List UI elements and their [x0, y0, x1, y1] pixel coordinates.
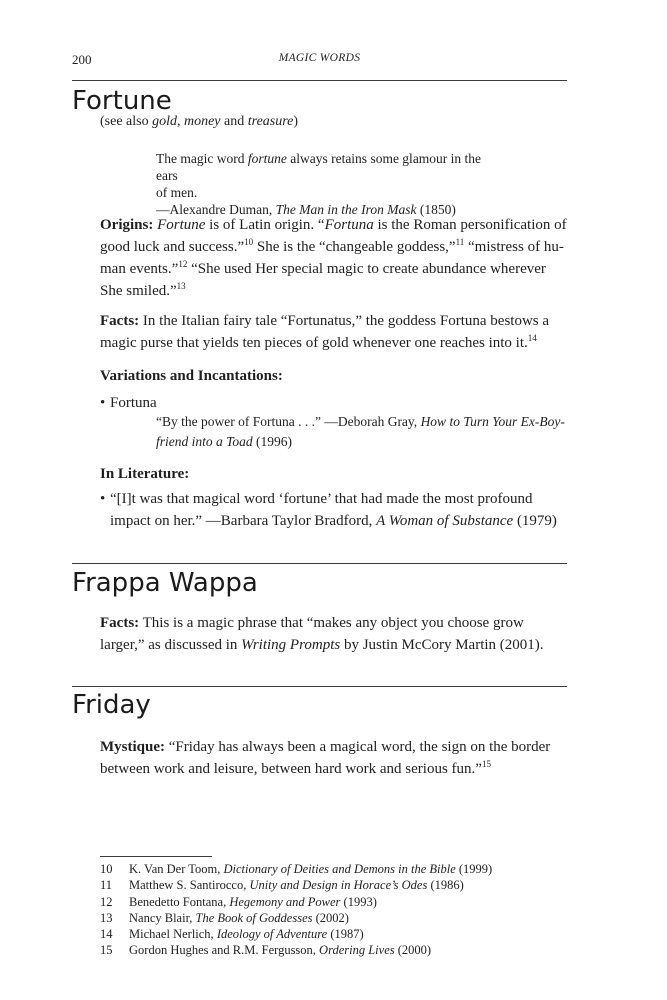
footnote-title: Ideology of Adventure	[216, 927, 328, 942]
mystique-paragraph: Mystique: “Friday has always been a magical word, the sign on the border between work and leisure, between hard work and serious fun.”$^{15}$	[100, 739, 551, 777]
footnote-ref[interactable]: 14	[527, 333, 537, 343]
facts-label: Facts:	[100, 615, 140, 631]
footnote-title: Dictionary of Deities and Demons in the Bible	[223, 862, 456, 876]
literature-heading: In Literature:	[100, 466, 190, 482]
origins-label: Origins:	[100, 217, 154, 233]
footnote-number: 13	[100, 910, 113, 925]
footnote-number: 10	[100, 862, 113, 876]
variations-list	[100, 392, 567, 414]
section-rule	[72, 563, 567, 564]
list-item: • “[I]t was that magical word ‘fortune’ that had made the most profound impact on her.” —Barbara Taylor Bradford, A Woman of Substance (1979)	[100, 488, 567, 532]
entry-heading-fortune: Fortune	[72, 86, 172, 116]
frappa-facts-paragraph: Facts: This is a magic phrase that “makes any object you choose grow larger,” as discussed in Writing Prompts by Justin McCory Martin (2001).	[100, 615, 544, 653]
footnote-title: The Book of Goddesses	[195, 910, 313, 925]
footnote-rule	[100, 856, 212, 857]
footnote-title: Ordering Lives	[319, 943, 395, 958]
facts-paragraph: Facts: In the Italian fairy tale “Fortunatus,” the goddess Fortuna bestows a magic purse that yields ten pieces of gold whenever one reaches into it.$^{14}$	[100, 313, 550, 351]
epigraph-line: of men.	[156, 185, 198, 200]
variations-quote: “By the power of Fortuna . . .” —Deborah Gray, How to Turn Your Ex-Boy- friend into a Toad (1996)	[156, 414, 565, 449]
bullet-icon: •	[100, 395, 106, 411]
footnote-title: Unity and Design in Horace’s Odes	[249, 878, 428, 893]
footnotes	[100, 861, 567, 959]
footnote-ref[interactable]: 15	[481, 759, 491, 769]
bullet-icon: •	[100, 491, 106, 507]
see-also-gold: gold	[152, 114, 177, 129]
list-item: • Fortuna	[100, 392, 567, 414]
variations-heading: Variations and Incantations:	[100, 368, 283, 384]
mystique-label: Mystique:	[100, 739, 165, 755]
footnote-item: 11 Matthew S. Santirocco, Unity and Design in Horace’s Odes (1986)	[100, 878, 464, 893]
epigraph-line: The magic word fortune always retains some glamour in the ears	[156, 151, 482, 183]
section-rule	[72, 80, 567, 81]
entry-heading-frappa-wappa: Frappa Wappa	[72, 568, 258, 598]
running-head	[72, 52, 567, 70]
see-also: (see also gold, money and treasure)	[100, 114, 299, 129]
page-number: 200	[72, 52, 92, 67]
footnote-number: 15	[100, 943, 113, 958]
see-also-treasure: treasure	[247, 114, 294, 129]
footnote-title: Hegemony and Power	[229, 894, 341, 909]
literature-list	[100, 488, 567, 532]
footnote-item: 15 Gordon Hughes and R.M. Fergusson, Ordering Lives (2000)	[100, 943, 432, 958]
footnote-number: 14	[100, 927, 113, 942]
footnote-number: 12	[100, 894, 113, 909]
section-rule	[72, 686, 567, 687]
footnote-number: 11	[100, 878, 113, 893]
footnote-item: 13 Nancy Blair, The Book of Goddesses (2002)	[100, 910, 349, 925]
origins-paragraph: Origins: Fortune is of Latin origin. “Fortuna is the Roman personification of good luck and success.”$^{10}$ She is the “changeable goddess,”$^{11}$ “mistress of hu- man events.”$^{12}$ “She used Her special magic to create abundance wherever She smiled.”$^{13}$	[100, 217, 567, 299]
footnote-item: 10 K. Van Der Toom, Dictionary of Deities and Demons in the Bible (1999)	[100, 862, 493, 876]
see-also-money: money	[183, 114, 221, 129]
footnote-item: 12 Benedetto Fontana, Hegemony and Power (1993)	[100, 894, 377, 909]
footnote-ref[interactable]: 13	[176, 281, 186, 291]
facts-label: Facts:	[100, 313, 140, 329]
footnote-ref[interactable]: 12	[178, 259, 188, 269]
footnote-ref[interactable]: 10	[244, 237, 254, 247]
running-title: MAGIC WORDS	[278, 52, 361, 64]
footnote-item: 14 Michael Nerlich, Ideology of Adventure (1987)	[100, 927, 364, 942]
epigraph-attribution: —Alexandre Duman, The Man in the Iron Mask (1850)	[156, 202, 456, 217]
entry-heading-friday: Friday	[72, 690, 151, 720]
footnote-ref[interactable]: 11	[455, 237, 465, 247]
epigraph	[156, 150, 486, 218]
